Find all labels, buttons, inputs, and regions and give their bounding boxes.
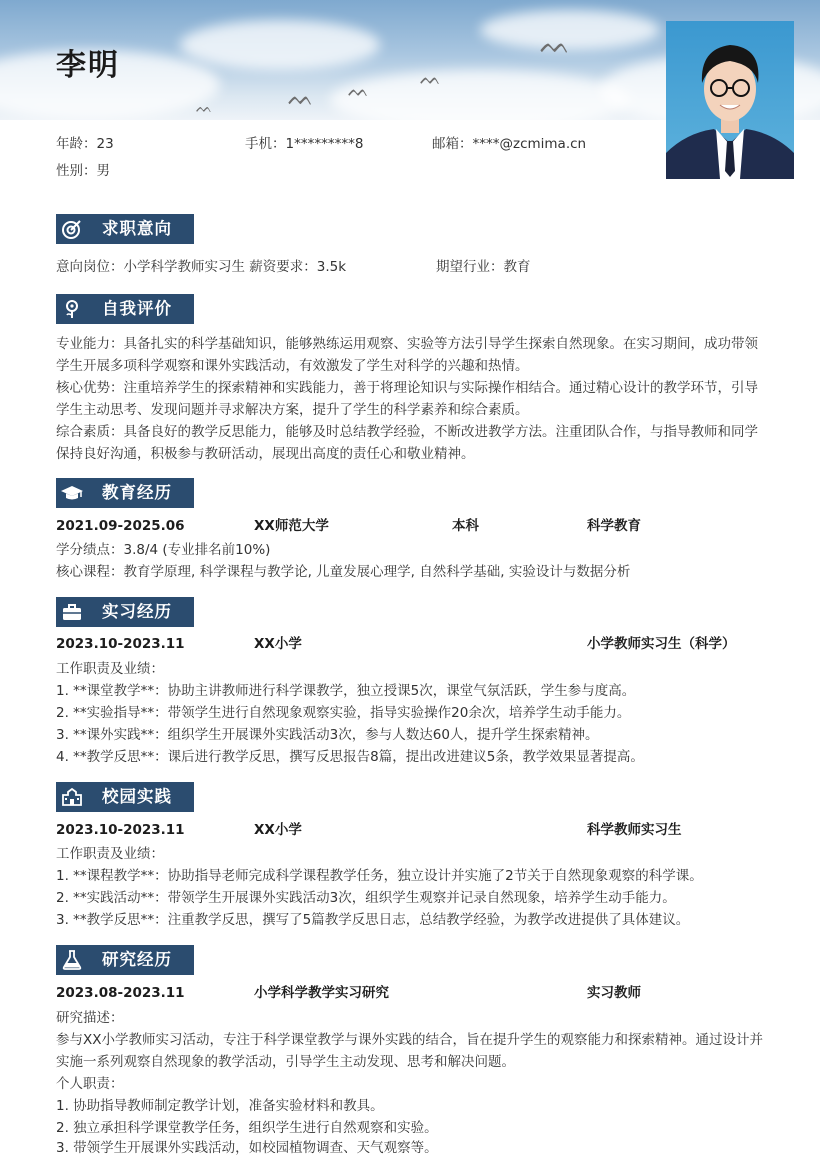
- section-header-self-eval: [56, 294, 194, 324]
- section-header-internship: [56, 597, 194, 627]
- research-duty-label: 个人职责：: [56, 1076, 124, 1092]
- internship-item: 4. **教学反思**：课后进行教学反思，撰写反思报告8篇，提出改进建议5条，教学效果显著提高。: [56, 749, 644, 765]
- section-title: 实习经历: [102, 602, 172, 621]
- section-title: 求职意向: [102, 219, 172, 238]
- campus-org: XX小学: [254, 822, 302, 838]
- campus-item: 1. **课程教学**：协助指导老师完成科学课程教学任务，独立设计并实施了2节关于自然现象观察的科学课。: [56, 868, 703, 884]
- section-title: 自我评价: [102, 299, 172, 318]
- bird-decoration: ᨓ: [196, 100, 213, 116]
- intention-industry: 期望行业：教育: [436, 259, 531, 275]
- campus-role: 科学教师实习生: [587, 822, 682, 838]
- section-title: 研究经历: [102, 950, 172, 969]
- internship-label: 工作职责及业绩：: [56, 661, 164, 677]
- campus-label: 工作职责及业绩：: [56, 846, 164, 862]
- graduation-cap-icon: [60, 481, 84, 505]
- candidate-name: 李明: [56, 48, 120, 83]
- school-icon: [60, 785, 84, 809]
- research-item: 2. 独立承担科学课堂教学任务，组织学生进行自然观察和实验。: [56, 1120, 438, 1136]
- briefcase-icon: [60, 600, 84, 624]
- education-gpa: 学分绩点：3.8/4 (专业排名前10%): [56, 542, 271, 558]
- campus-period: 2023.10-2023.11: [56, 822, 185, 838]
- education-major: 科学教育: [587, 518, 641, 534]
- age-info: 年龄：23: [56, 136, 114, 152]
- section-title: 教育经历: [102, 483, 172, 502]
- research-desc-label: 研究描述：: [56, 1010, 124, 1026]
- email-info: 邮箱：****@zcmima.cn: [432, 136, 587, 152]
- campus-item: 2. **实践活动**：带领学生开展课外实践活动3次，组织学生观察并记录自然现象，培养学生动手能力。: [56, 890, 676, 906]
- section-header-education: [56, 478, 194, 508]
- bird-decoration: ᨓ: [420, 68, 442, 89]
- bird-decoration: ᨓ: [348, 80, 370, 101]
- self-eval-paragraph: 核心优势：注重培养学生的探索精神和实践能力，善于将理论知识与实际操作相结合。通过精心设计的教学环节，引导学生主动思考、发现问题并寻求解决方案，提升了学生的科学素养和综合素质。: [56, 380, 758, 418]
- research-period: 2023.08-2023.11: [56, 985, 185, 1001]
- campus-item: 3. **教学反思**：注重教学反思，撰写了5篇教学反思日志，总结教学经验，为教学改进提供了具体建议。: [56, 912, 690, 928]
- intention-position: 意向岗位：小学科学教师实习生 薪资要求：3.5k: [56, 259, 347, 275]
- education-period: 2021.09-2025.06: [56, 518, 185, 534]
- profile-photo: [666, 21, 794, 179]
- self-eval-paragraph: 综合素质：具备良好的教学反思能力，能够及时总结教学经验，不断改进教学方法。注重团队合作，与指导教师和同学保持良好沟通，积极参与教研活动，展现出高度的责任心和敬业精神。: [56, 424, 758, 462]
- research-role: 实习教师: [587, 985, 641, 1001]
- flask-icon: [60, 948, 84, 972]
- bird-decoration: ᨓ: [540, 30, 571, 60]
- research-item: 3. 带领学生开展课外实践活动，如校园植物调查、天气观察等。: [56, 1140, 438, 1156]
- target-icon: [60, 217, 84, 241]
- internship-item: 2. **实验指导**：带领学生进行自然现象观察实验，指导实验操作20余次，培养学生动手能力。: [56, 705, 631, 721]
- section-header-intention: [56, 214, 194, 244]
- research-project: 小学科学教学实习研究: [254, 985, 389, 1001]
- gender-info: 性别：男: [56, 163, 110, 179]
- internship-org: XX小学: [254, 636, 302, 652]
- internship-item: 3. **课外实践**：组织学生开展课外实践活动3次，参与人数达60人，提升学生探索精神。: [56, 727, 599, 743]
- education-courses: 核心课程：教育学原理, 科学课程与教学论, 儿童发展心理学, 自然科学基础, 实验设计与数据分析: [56, 564, 631, 580]
- phone-info: 手机：1*********8: [245, 136, 364, 152]
- flower-icon: [60, 297, 84, 321]
- section-title: 校园实践: [102, 787, 172, 806]
- self-eval-paragraph: 专业能力：具备扎实的科学基础知识，能够熟练运用观察、实验等方法引导学生探索自然现象。在实习期间，成功带领学生开展多项科学观察和课外实践活动，有效激发了学生对科学的兴趣和热情。: [56, 336, 758, 374]
- education-degree: 本科: [452, 518, 479, 534]
- section-header-research: [56, 945, 194, 975]
- education-school: XX师范大学: [254, 518, 329, 534]
- internship-role: 小学教师实习生（科学）: [587, 636, 736, 652]
- research-description: 参与XX小学教师实习活动，专注于科学课堂教学与课外实践的结合，旨在提升学生的观察能力和探索精神。通过设计并实施一系列观察自然现象的教学活动，引导学生主动发现、思考和解决问题。: [56, 1032, 763, 1070]
- internship-item: 1. **课堂教学**：协助主讲教师进行科学课教学，独立授课5次，课堂气氛活跃，学生参与度高。: [56, 683, 636, 699]
- bird-decoration: ᨓ: [288, 86, 315, 111]
- section-header-campus: [56, 782, 194, 812]
- research-item: 1. 协助指导教师制定教学计划，准备实验材料和教具。: [56, 1098, 384, 1114]
- internship-period: 2023.10-2023.11: [56, 636, 185, 652]
